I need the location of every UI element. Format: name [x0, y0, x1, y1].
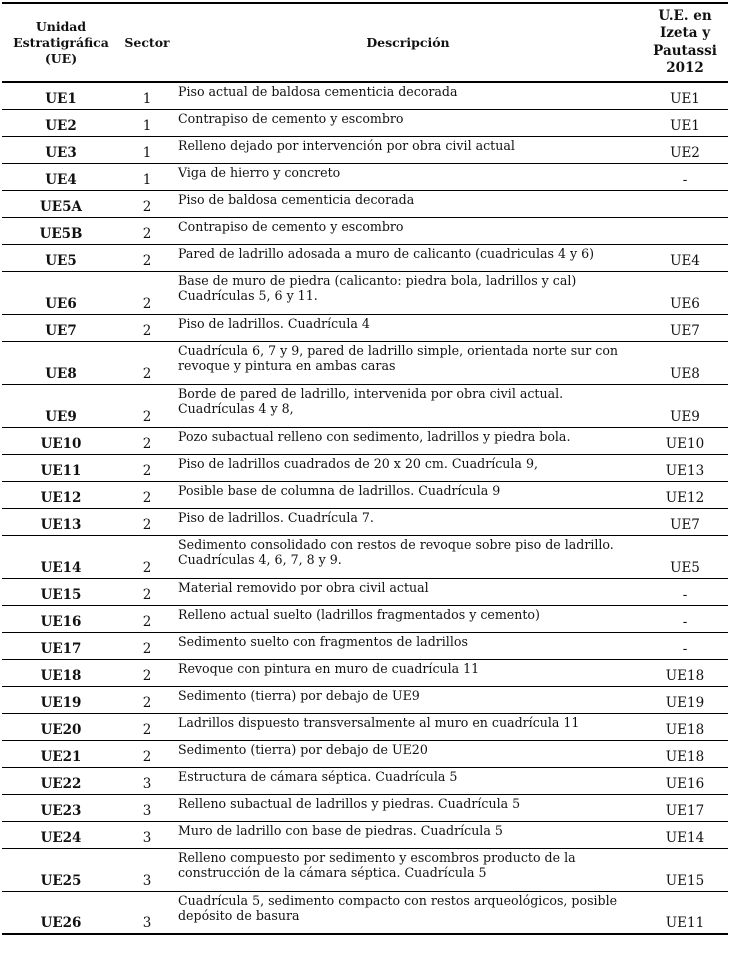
- table-row: [2, 713, 728, 740]
- cell-ref: UE14: [642, 821, 728, 848]
- table-row: [2, 508, 728, 535]
- cell-ue: UE24: [2, 821, 120, 848]
- table-row: [2, 341, 728, 384]
- table-row: [2, 271, 728, 314]
- cell-ref: -: [642, 163, 728, 190]
- cell-ue: UE22: [2, 767, 120, 794]
- table-row: [2, 384, 728, 427]
- table-row: [2, 659, 728, 686]
- cell-sector: 3: [120, 821, 174, 848]
- header-ue: Unidad Estratigráfica (UE): [2, 3, 120, 82]
- table-row: [2, 740, 728, 767]
- cell-ref: UE18: [642, 713, 728, 740]
- cell-description: Sedimento consolidado con restos de revoque sobre piso de ladrillo. Cuadrículas 4, 6, 7, 8 y 9.: [174, 535, 642, 578]
- cell-sector: 3: [120, 794, 174, 821]
- cell-description: Piso actual de baldosa cementicia decorada: [174, 82, 642, 109]
- cell-ue: UE14: [2, 535, 120, 578]
- cell-description: Contrapiso de cemento y escombro: [174, 109, 642, 136]
- cell-description: Piso de baldosa cementicia decorada: [174, 190, 642, 217]
- cell-ref: UE10: [642, 427, 728, 454]
- cell-ref: UE7: [642, 314, 728, 341]
- header-sector: Sector: [120, 3, 174, 82]
- cell-ue: UE7: [2, 314, 120, 341]
- cell-ue: UE3: [2, 136, 120, 163]
- cell-ref: UE7: [642, 508, 728, 535]
- cell-description: Posible base de columna de ladrillos. Cuadrícula 9: [174, 481, 642, 508]
- cell-ref: UE18: [642, 659, 728, 686]
- cell-description: Estructura de cámara séptica. Cuadrícula 5: [174, 767, 642, 794]
- cell-description: Sedimento (tierra) por debajo de UE20: [174, 740, 642, 767]
- cell-ue: UE5B: [2, 217, 120, 244]
- cell-description: Borde de pared de ladrillo, intervenida por obra civil actual. Cuadrículas 4 y 8,: [174, 384, 642, 427]
- table-row: [2, 605, 728, 632]
- cell-ue: UE19: [2, 686, 120, 713]
- cell-ue: UE5: [2, 244, 120, 271]
- cell-sector: 2: [120, 190, 174, 217]
- table-row: [2, 767, 728, 794]
- cell-sector: 2: [120, 314, 174, 341]
- cell-description: Relleno subactual de ladrillos y piedras. Cuadrícula 5: [174, 794, 642, 821]
- cell-description: Sedimento suelto con fragmentos de ladrillos: [174, 632, 642, 659]
- cell-sector: 2: [120, 632, 174, 659]
- cell-ue: UE4: [2, 163, 120, 190]
- cell-ue: UE10: [2, 427, 120, 454]
- table-row: [2, 632, 728, 659]
- cell-ue: UE1: [2, 82, 120, 109]
- stratigraphic-units-table: [2, 2, 728, 935]
- table-row: [2, 163, 728, 190]
- cell-ue: UE12: [2, 481, 120, 508]
- table-row: [2, 427, 728, 454]
- cell-ref: UE17: [642, 794, 728, 821]
- cell-description: Piso de ladrillos. Cuadrícula 4: [174, 314, 642, 341]
- cell-ue: UE5A: [2, 190, 120, 217]
- cell-ref: -: [642, 578, 728, 605]
- cell-sector: 2: [120, 244, 174, 271]
- cell-description: Pared de ladrillo adosada a muro de calicanto (cuadriculas 4 y 6): [174, 244, 642, 271]
- cell-ref: -: [642, 605, 728, 632]
- cell-description: Relleno dejado por intervención por obra civil actual: [174, 136, 642, 163]
- cell-ue: UE23: [2, 794, 120, 821]
- table-row: [2, 686, 728, 713]
- cell-description: Piso de ladrillos cuadrados de 20 x 20 cm. Cuadrícula 9,: [174, 454, 642, 481]
- cell-ref: UE11: [642, 891, 728, 934]
- cell-ue: UE25: [2, 848, 120, 891]
- cell-description: Sedimento (tierra) por debajo de UE9: [174, 686, 642, 713]
- cell-sector: 3: [120, 848, 174, 891]
- cell-sector: 1: [120, 163, 174, 190]
- cell-ref: [642, 190, 728, 217]
- table-row: [2, 578, 728, 605]
- cell-ref: UE1: [642, 109, 728, 136]
- cell-ue: UE16: [2, 605, 120, 632]
- header-descripcion: Descripción: [174, 3, 642, 82]
- cell-ref: [642, 217, 728, 244]
- table-body: [2, 82, 728, 934]
- cell-ref: UE19: [642, 686, 728, 713]
- table-row: [2, 794, 728, 821]
- cell-ref: UE16: [642, 767, 728, 794]
- cell-ref: UE18: [642, 740, 728, 767]
- cell-description: Pozo subactual relleno con sedimento, ladrillos y piedra bola.: [174, 427, 642, 454]
- cell-description: Relleno actual suelto (ladrillos fragmentados y cemento): [174, 605, 642, 632]
- cell-description: Cuadrícula 6, 7 y 9, pared de ladrillo simple, orientada norte sur con revoque y pintura en ambas caras: [174, 341, 642, 384]
- cell-ref: UE8: [642, 341, 728, 384]
- cell-description: Muro de ladrillo con base de piedras. Cuadrícula 5: [174, 821, 642, 848]
- table-row: [2, 82, 728, 109]
- cell-ue: UE9: [2, 384, 120, 427]
- cell-ref: UE15: [642, 848, 728, 891]
- cell-ue: UE8: [2, 341, 120, 384]
- cell-ref: UE6: [642, 271, 728, 314]
- cell-ue: UE17: [2, 632, 120, 659]
- cell-ue: UE18: [2, 659, 120, 686]
- cell-sector: 2: [120, 217, 174, 244]
- cell-sector: 1: [120, 136, 174, 163]
- cell-ue: UE21: [2, 740, 120, 767]
- cell-description: Relleno compuesto por sedimento y escombros producto de la construcción de la cámara séptica. Cuadrícula 5: [174, 848, 642, 891]
- table-row: [2, 481, 728, 508]
- table-row: [2, 535, 728, 578]
- cell-ue: UE26: [2, 891, 120, 934]
- cell-sector: 2: [120, 605, 174, 632]
- table-row: [2, 190, 728, 217]
- cell-sector: 3: [120, 767, 174, 794]
- cell-sector: 2: [120, 341, 174, 384]
- cell-sector: 2: [120, 686, 174, 713]
- table-row: [2, 136, 728, 163]
- table-header-row: [2, 3, 728, 82]
- table-row: [2, 891, 728, 934]
- cell-sector: 2: [120, 713, 174, 740]
- cell-description: Cuadrícula 5, sedimento compacto con restos arqueológicos, posible depósito de basura: [174, 891, 642, 934]
- cell-ue: UE13: [2, 508, 120, 535]
- cell-ref: UE1: [642, 82, 728, 109]
- cell-sector: 3: [120, 891, 174, 934]
- cell-sector: 2: [120, 535, 174, 578]
- cell-sector: 2: [120, 659, 174, 686]
- cell-sector: 2: [120, 481, 174, 508]
- cell-ref: UE9: [642, 384, 728, 427]
- table-row: [2, 244, 728, 271]
- cell-sector: 2: [120, 740, 174, 767]
- cell-sector: 2: [120, 427, 174, 454]
- cell-sector: 2: [120, 508, 174, 535]
- table-row: [2, 848, 728, 891]
- cell-description: Revoque con pintura en muro de cuadrícula 11: [174, 659, 642, 686]
- cell-description: Ladrillos dispuesto transversalmente al muro en cuadrícula 11: [174, 713, 642, 740]
- cell-sector: 1: [120, 82, 174, 109]
- cell-ref: UE13: [642, 454, 728, 481]
- table-row: [2, 109, 728, 136]
- cell-sector: 2: [120, 384, 174, 427]
- cell-sector: 1: [120, 109, 174, 136]
- cell-ue: UE15: [2, 578, 120, 605]
- cell-ref: -: [642, 632, 728, 659]
- cell-sector: 2: [120, 578, 174, 605]
- cell-ue: UE11: [2, 454, 120, 481]
- cell-ue: UE20: [2, 713, 120, 740]
- table-row: [2, 821, 728, 848]
- cell-description: Viga de hierro y concreto: [174, 163, 642, 190]
- table-row: [2, 454, 728, 481]
- cell-description: Piso de ladrillos. Cuadrícula 7.: [174, 508, 642, 535]
- cell-description: Material removido por obra civil actual: [174, 578, 642, 605]
- header-ref: U.E. en Izeta y Pautassi 2012: [642, 3, 728, 82]
- cell-ref: UE4: [642, 244, 728, 271]
- cell-ref: UE5: [642, 535, 728, 578]
- table-row: [2, 314, 728, 341]
- cell-ref: UE12: [642, 481, 728, 508]
- cell-sector: 2: [120, 271, 174, 314]
- cell-sector: 2: [120, 454, 174, 481]
- cell-description: Base de muro de piedra (calicanto: piedra bola, ladrillos y cal) Cuadrículas 5, 6 y 11.: [174, 271, 642, 314]
- cell-ue: UE6: [2, 271, 120, 314]
- table-row: [2, 217, 728, 244]
- cell-ref: UE2: [642, 136, 728, 163]
- cell-ue: UE2: [2, 109, 120, 136]
- cell-description: Contrapiso de cemento y escombro: [174, 217, 642, 244]
